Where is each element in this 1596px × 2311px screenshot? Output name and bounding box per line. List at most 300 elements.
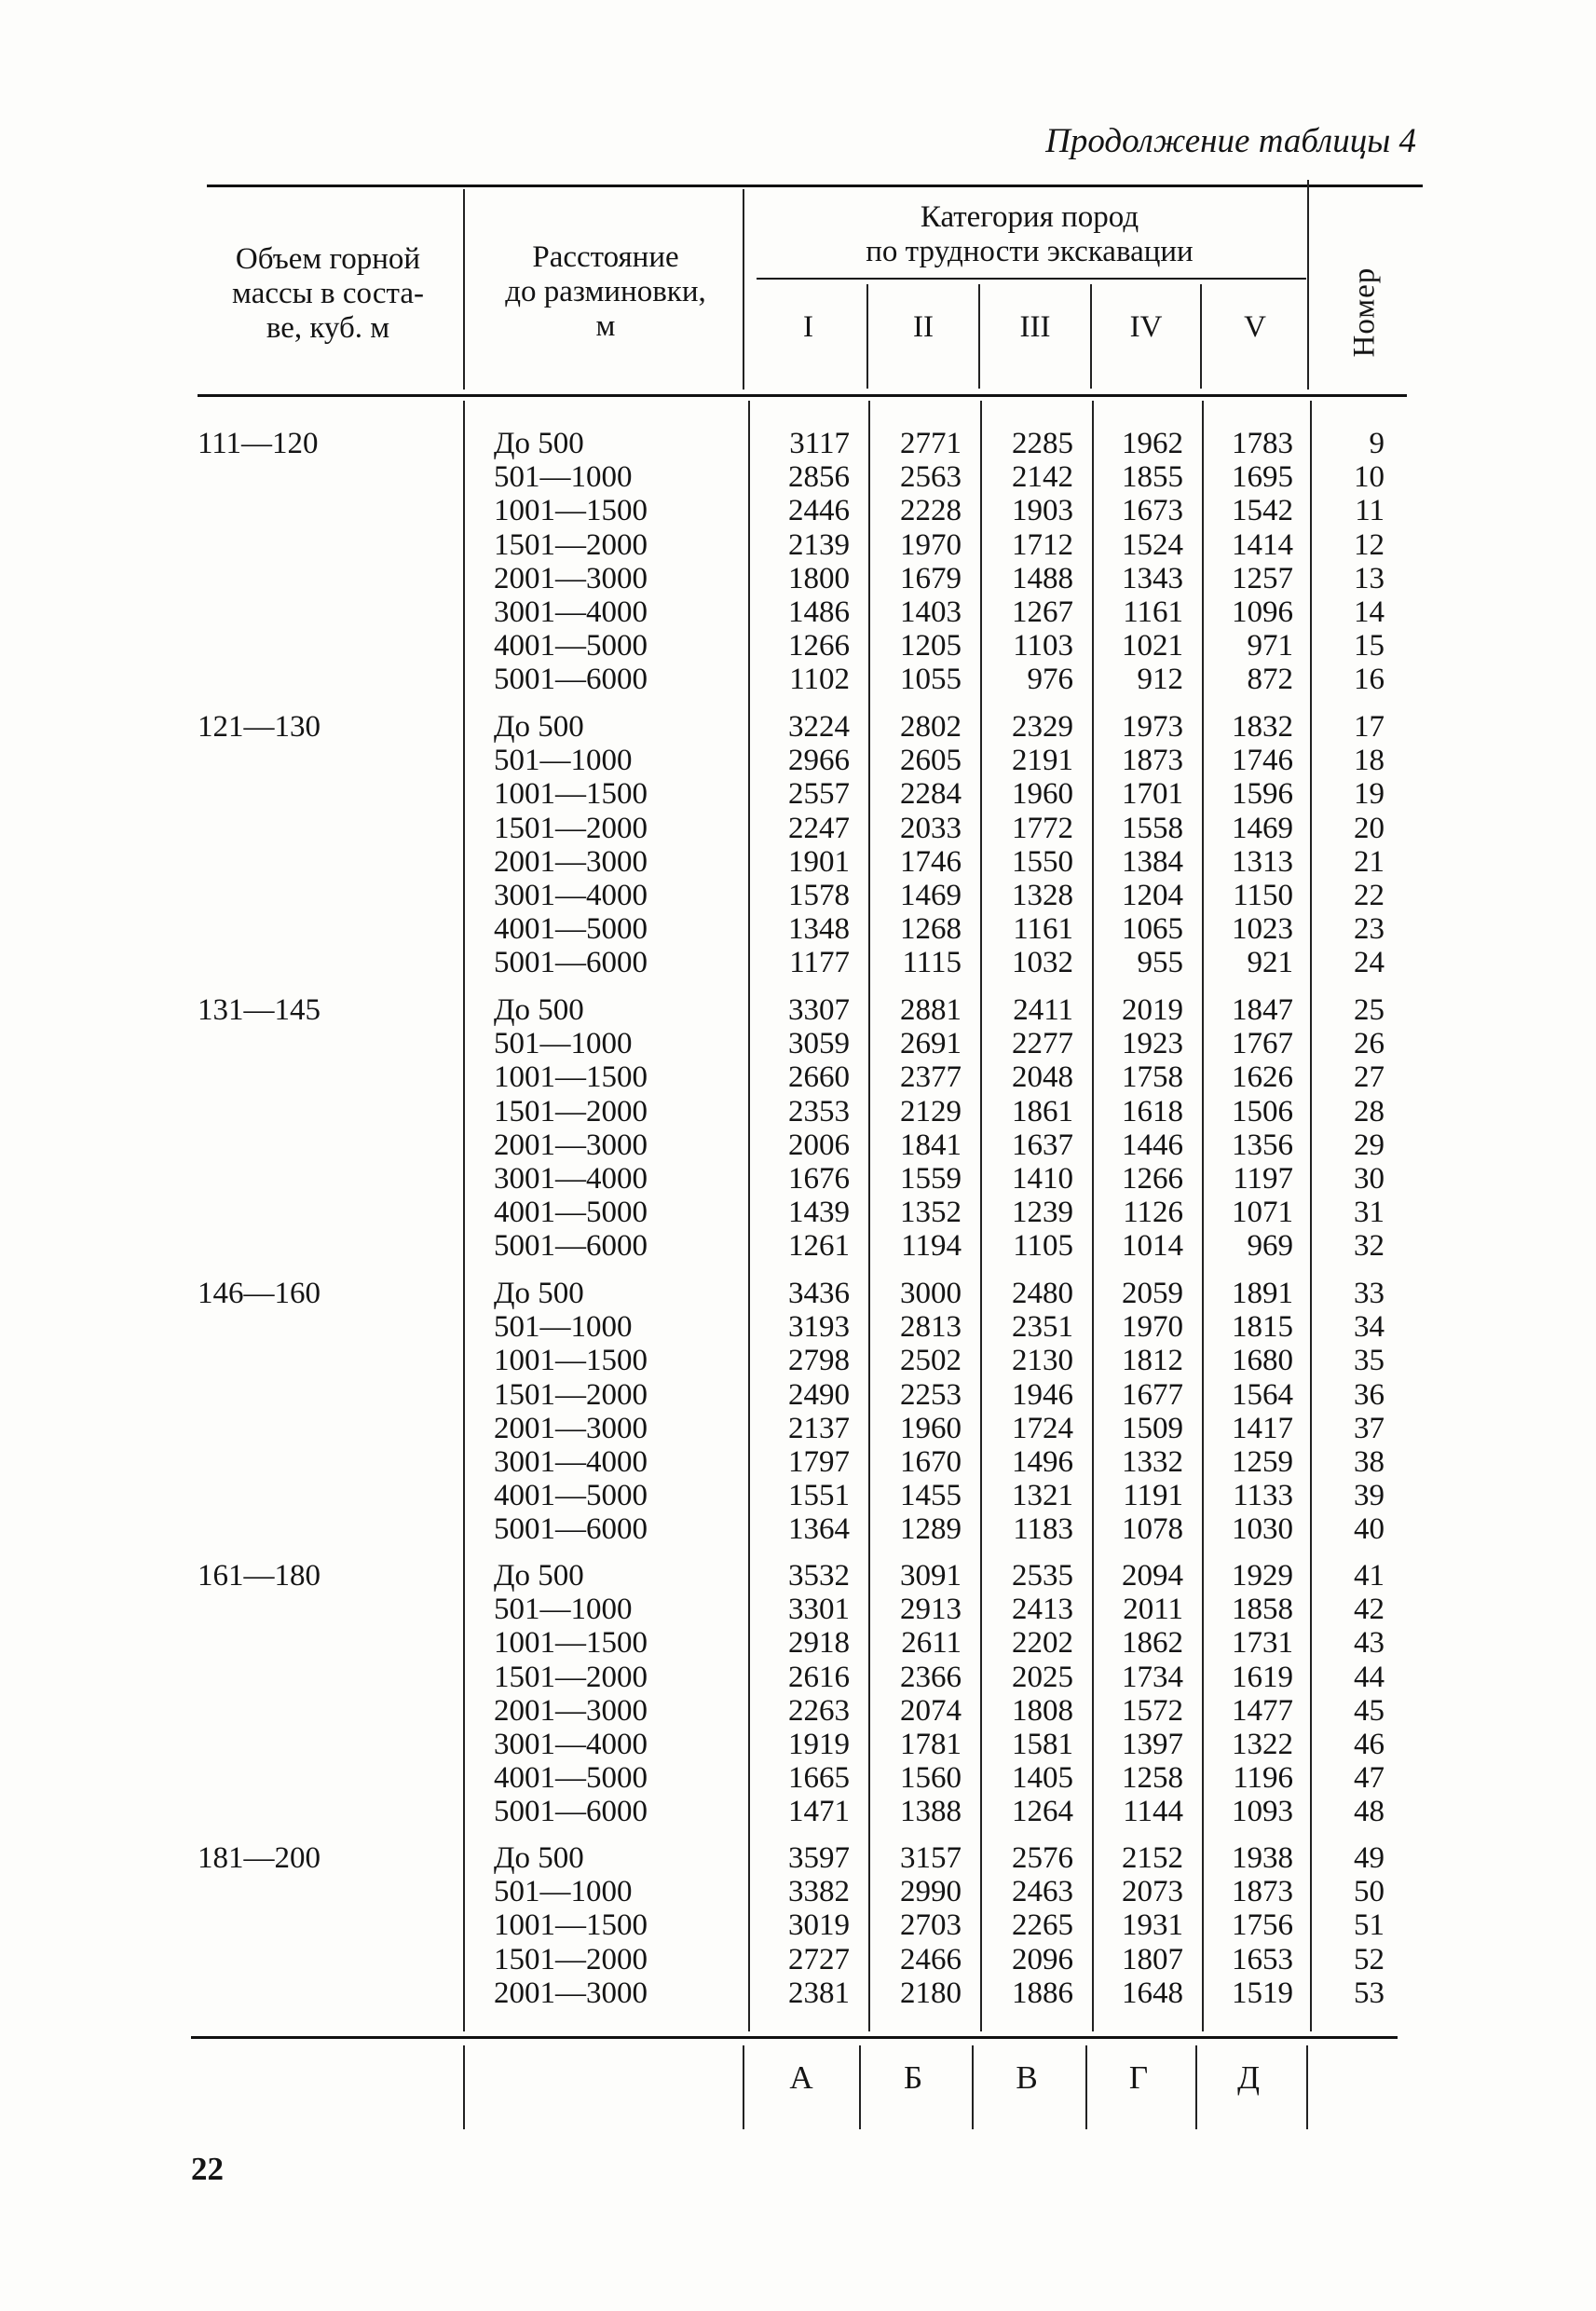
table-row	[0, 1694, 1596, 1728]
table-row	[0, 1728, 1596, 1761]
row-number-cell: 13	[1354, 561, 1385, 595]
value-cell: 1397	[1122, 1727, 1183, 1761]
value-cell: 2019	[1122, 993, 1183, 1027]
table-row	[0, 1908, 1596, 1942]
value-cell: 1731	[1232, 1626, 1293, 1661]
table-row	[0, 460, 1596, 494]
value-cell: 2557	[788, 777, 850, 812]
value-cell: 1196	[1233, 1761, 1293, 1796]
value-cell: 1023	[1232, 912, 1293, 947]
value-cell: 2990	[900, 1875, 962, 1909]
value-cell: 1488	[1012, 561, 1073, 595]
category-label: I	[803, 310, 813, 344]
header-divider	[1307, 180, 1309, 390]
footer-letter: Д	[1237, 2059, 1260, 2096]
table-caption: Продолжение таблицы 4	[1045, 122, 1416, 160]
value-cell: 1653	[1232, 1942, 1293, 1976]
row-number-cell: 52	[1354, 1942, 1385, 1976]
value-cell: 1496	[1012, 1444, 1073, 1479]
value-cell: 1783	[1232, 427, 1293, 460]
table-row	[0, 1445, 1596, 1479]
distance-cell: 4001—5000	[494, 912, 648, 947]
value-cell: 2727	[788, 1942, 850, 1976]
value-cell: 2798	[788, 1344, 850, 1378]
value-cell: 2611	[901, 1626, 962, 1661]
distance-cell: 3001—4000	[494, 1444, 648, 1479]
value-cell: 1469	[900, 878, 962, 912]
value-cell: 2253	[900, 1377, 962, 1412]
value-cell: 2576	[1012, 1841, 1073, 1875]
row-number-cell: 31	[1354, 1196, 1385, 1230]
value-cell: 1677	[1122, 1377, 1183, 1412]
table-row	[0, 1229, 1596, 1263]
value-cell: 2913	[900, 1593, 962, 1627]
value-cell: 2502	[900, 1344, 962, 1378]
table-row	[0, 812, 1596, 845]
value-cell: 1560	[900, 1761, 962, 1796]
value-cell: 1670	[900, 1444, 962, 1479]
value-cell: 1970	[900, 527, 962, 562]
value-cell: 1676	[788, 1161, 850, 1196]
value-cell: 1321	[1012, 1479, 1073, 1513]
value-cell: 2703	[900, 1908, 962, 1943]
value-cell: 1519	[1232, 1976, 1293, 2010]
value-cell: 2918	[788, 1626, 850, 1661]
row-number-cell: 17	[1354, 710, 1385, 744]
value-cell: 1471	[788, 1795, 850, 1829]
table-row	[0, 1512, 1596, 1546]
row-number-cell: 45	[1354, 1693, 1385, 1728]
value-cell: 1096	[1232, 595, 1293, 629]
value-cell: 1384	[1122, 844, 1183, 879]
header-divider	[463, 189, 465, 390]
value-cell: 1648	[1122, 1976, 1183, 2010]
value-cell: 1322	[1232, 1727, 1293, 1761]
table-row	[0, 1593, 1596, 1626]
table-row	[0, 1875, 1596, 1908]
value-cell: 1781	[900, 1727, 962, 1761]
value-cell: 2096	[1012, 1942, 1073, 1976]
value-cell: 1673	[1122, 494, 1183, 528]
table-row	[0, 427, 1596, 460]
value-cell: 1032	[1012, 946, 1073, 980]
distance-cell: 3001—4000	[494, 1727, 648, 1761]
volume-cell: 146—160	[198, 1277, 321, 1310]
footer-divider	[1085, 2045, 1087, 2129]
distance-cell: 3001—4000	[494, 1161, 648, 1196]
distance-cell: 501—1000	[494, 1875, 633, 1909]
row-number-cell: 16	[1354, 663, 1385, 697]
value-cell: 1861	[1012, 1094, 1073, 1128]
value-cell: 1712	[1012, 527, 1073, 562]
row-number-cell: 9	[1369, 427, 1385, 460]
distance-cell: 1501—2000	[494, 1942, 648, 1976]
value-cell: 1352	[900, 1196, 962, 1230]
category-label: III	[1019, 310, 1051, 344]
value-cell: 1183	[1013, 1512, 1073, 1547]
distance-cell: 4001—5000	[494, 1479, 648, 1513]
value-cell: 1414	[1232, 527, 1293, 562]
table-row	[0, 1943, 1596, 1976]
value-cell: 2285	[1012, 427, 1073, 460]
row-number-cell: 33	[1354, 1277, 1385, 1310]
distance-cell: 1001—1500	[494, 1344, 648, 1378]
value-cell: 1388	[900, 1795, 962, 1829]
value-cell: 2802	[900, 710, 962, 744]
value-cell: 2463	[1012, 1875, 1073, 1909]
distance-cell: 5001—6000	[494, 663, 648, 697]
value-cell: 2139	[788, 527, 850, 562]
value-cell: 1405	[1012, 1761, 1073, 1796]
value-cell: 1267	[1012, 595, 1073, 629]
value-cell: 1808	[1012, 1693, 1073, 1728]
value-cell: 1356	[1232, 1128, 1293, 1162]
table-row	[0, 1559, 1596, 1593]
row-number-cell: 10	[1354, 460, 1385, 495]
row-number-cell: 26	[1354, 1027, 1385, 1061]
value-cell: 2247	[788, 811, 850, 845]
value-cell: 2129	[900, 1094, 962, 1128]
table-row	[0, 1027, 1596, 1060]
value-cell: 1205	[900, 629, 962, 663]
value-cell: 2535	[1012, 1559, 1073, 1593]
row-number-cell: 50	[1354, 1875, 1385, 1909]
header-bottom-rule	[198, 394, 1407, 397]
value-cell: 1701	[1122, 777, 1183, 812]
volume-cell: 131—145	[198, 993, 321, 1027]
value-cell: 2142	[1012, 460, 1073, 495]
table-row	[0, 494, 1596, 527]
value-cell: 2033	[900, 811, 962, 845]
category-label: V	[1244, 310, 1266, 344]
distance-cell: 2001—3000	[494, 1411, 648, 1445]
value-cell: 1204	[1122, 878, 1183, 912]
value-cell: 2480	[1012, 1277, 1073, 1310]
value-cell: 2074	[900, 1693, 962, 1728]
value-cell: 1417	[1232, 1411, 1293, 1445]
value-cell: 1901	[788, 844, 850, 879]
value-cell: 2413	[1012, 1593, 1073, 1627]
distance-cell: До 500	[494, 993, 584, 1027]
value-cell: 1919	[788, 1727, 850, 1761]
value-cell: 1938	[1232, 1841, 1293, 1875]
value-cell: 2011	[1123, 1593, 1183, 1627]
value-cell: 971	[1247, 629, 1293, 663]
value-cell: 2660	[788, 1060, 850, 1095]
value-cell: 3193	[788, 1310, 850, 1345]
value-cell: 1832	[1232, 710, 1293, 744]
value-cell: 1962	[1122, 427, 1183, 460]
value-cell: 921	[1247, 946, 1293, 980]
value-cell: 2284	[900, 777, 962, 812]
distance-cell: 1501—2000	[494, 811, 648, 845]
footer-letter: Г	[1128, 2059, 1149, 2096]
distance-cell: 4001—5000	[494, 1196, 648, 1230]
value-cell: 3307	[788, 993, 850, 1027]
value-cell: 2006	[788, 1128, 850, 1162]
row-number-cell: 11	[1355, 494, 1385, 528]
distance-cell: 2001—3000	[494, 1693, 648, 1728]
value-cell: 2466	[900, 1942, 962, 1976]
value-cell: 2691	[900, 1027, 962, 1061]
row-number-cell: 42	[1354, 1593, 1385, 1627]
value-cell: 3382	[788, 1875, 850, 1909]
distance-cell: 1501—2000	[494, 1660, 648, 1694]
value-cell: 2094	[1122, 1559, 1183, 1593]
footer-divider	[859, 2045, 861, 2129]
page-number: 22	[191, 2151, 224, 2187]
value-cell: 1348	[788, 912, 850, 947]
table-row	[0, 1976, 1596, 2010]
value-cell: 1946	[1012, 1377, 1073, 1412]
value-cell: 1572	[1122, 1693, 1183, 1728]
value-cell: 2073	[1122, 1875, 1183, 1909]
row-number-cell: 39	[1354, 1479, 1385, 1513]
value-cell: 1328	[1012, 878, 1073, 912]
distance-cell: 5001—6000	[494, 1795, 648, 1829]
value-cell: 2966	[788, 744, 850, 778]
value-cell: 1619	[1232, 1660, 1293, 1694]
row-number-cell: 20	[1354, 811, 1385, 845]
distance-cell: 1001—1500	[494, 1060, 648, 1095]
row-number-cell: 36	[1354, 1377, 1385, 1412]
value-cell: 1161	[1013, 912, 1073, 947]
table-row	[0, 629, 1596, 663]
volume-cell: 121—130	[198, 710, 321, 744]
row-number-cell: 32	[1354, 1229, 1385, 1264]
value-cell: 1873	[1122, 744, 1183, 778]
value-cell: 1558	[1122, 811, 1183, 845]
table-row	[0, 1761, 1596, 1795]
row-number-cell: 49	[1354, 1841, 1385, 1875]
header-distance: Расстояние до разминовки, м	[505, 240, 706, 343]
table-row	[0, 1095, 1596, 1128]
value-cell: 1800	[788, 561, 850, 595]
value-cell: 1596	[1232, 777, 1293, 812]
row-number-cell: 37	[1354, 1411, 1385, 1445]
value-cell: 2881	[900, 993, 962, 1027]
value-cell: 1772	[1012, 811, 1073, 845]
footer-divider	[1195, 2045, 1197, 2129]
distance-cell: 4001—5000	[494, 1761, 648, 1796]
distance-cell: 3001—4000	[494, 878, 648, 912]
value-cell: 1455	[900, 1479, 962, 1513]
value-cell: 1477	[1232, 1693, 1293, 1728]
row-number-cell: 25	[1354, 993, 1385, 1027]
table-row	[0, 1128, 1596, 1162]
value-cell: 1197	[1233, 1161, 1293, 1196]
category-label: II	[913, 310, 934, 344]
value-cell: 3000	[900, 1277, 962, 1310]
value-cell: 1578	[788, 878, 850, 912]
value-cell: 2490	[788, 1377, 850, 1412]
table-row	[0, 993, 1596, 1027]
table-row	[0, 1479, 1596, 1512]
table-row	[0, 1196, 1596, 1229]
value-cell: 1093	[1232, 1795, 1293, 1829]
distance-cell: 2001—3000	[494, 844, 648, 879]
value-cell: 2366	[900, 1660, 962, 1694]
table-row	[0, 710, 1596, 744]
distance-cell: До 500	[494, 1277, 584, 1310]
value-cell: 1105	[1013, 1229, 1073, 1264]
footer-divider	[1306, 2045, 1308, 2129]
footer-letter: А	[789, 2059, 813, 2096]
value-cell: 1746	[1232, 744, 1293, 778]
value-cell: 1364	[788, 1512, 850, 1547]
value-cell: 2563	[900, 460, 962, 495]
distance-cell: До 500	[494, 1559, 584, 1593]
value-cell: 3157	[900, 1841, 962, 1875]
table-row	[0, 1277, 1596, 1310]
table-row	[0, 1841, 1596, 1875]
value-cell: 1446	[1122, 1128, 1183, 1162]
row-number-cell: 24	[1354, 946, 1385, 980]
value-cell: 1144	[1123, 1795, 1183, 1829]
header-divider	[743, 189, 744, 390]
table-row	[0, 879, 1596, 912]
value-cell: 1756	[1232, 1908, 1293, 1943]
value-cell: 1637	[1012, 1128, 1073, 1162]
distance-cell: 1501—2000	[494, 527, 648, 562]
value-cell: 1194	[901, 1229, 962, 1264]
value-cell: 1266	[1122, 1161, 1183, 1196]
value-cell: 1665	[788, 1761, 850, 1796]
value-cell: 872	[1247, 663, 1293, 697]
distance-cell: 1001—1500	[494, 494, 648, 528]
distance-cell: 3001—4000	[494, 595, 648, 629]
row-number-cell: 29	[1354, 1128, 1385, 1162]
value-cell: 1177	[789, 946, 850, 980]
value-cell: 2446	[788, 494, 850, 528]
top-rule	[207, 185, 1423, 187]
header-divider	[1090, 284, 1092, 389]
value-cell: 1065	[1122, 912, 1183, 947]
value-cell: 2381	[788, 1976, 850, 2010]
value-cell: 1847	[1232, 993, 1293, 1027]
row-number-cell: 51	[1354, 1908, 1385, 1943]
value-cell: 1767	[1232, 1027, 1293, 1061]
row-number-cell: 46	[1354, 1727, 1385, 1761]
distance-cell: 501—1000	[494, 1027, 633, 1061]
value-cell: 1559	[900, 1161, 962, 1196]
value-cell: 1021	[1122, 629, 1183, 663]
value-cell: 1812	[1122, 1344, 1183, 1378]
value-cell: 1550	[1012, 844, 1073, 879]
value-cell: 2152	[1122, 1841, 1183, 1875]
value-cell: 1873	[1232, 1875, 1293, 1909]
row-number-cell: 22	[1354, 878, 1385, 912]
table-row	[0, 946, 1596, 979]
value-cell: 2228	[900, 494, 962, 528]
value-cell: 1929	[1232, 1559, 1293, 1593]
row-number-cell: 35	[1354, 1344, 1385, 1378]
value-cell: 1841	[900, 1128, 962, 1162]
table-row	[0, 1661, 1596, 1694]
distance-cell: 1001—1500	[494, 1626, 648, 1661]
value-cell: 1268	[900, 912, 962, 947]
table-row	[0, 777, 1596, 811]
row-number-cell: 41	[1354, 1559, 1385, 1593]
table-row	[0, 1626, 1596, 1660]
value-cell: 3532	[788, 1559, 850, 1593]
value-cell: 1695	[1232, 460, 1293, 495]
value-cell: 3597	[788, 1841, 850, 1875]
table-row	[0, 1310, 1596, 1344]
value-cell: 2048	[1012, 1060, 1073, 1095]
value-cell: 1191	[1123, 1479, 1183, 1513]
value-cell: 976	[1027, 663, 1073, 697]
value-cell: 1150	[1233, 878, 1293, 912]
value-cell: 1891	[1232, 1277, 1293, 1310]
distance-cell: 1501—2000	[494, 1377, 648, 1412]
value-cell: 1618	[1122, 1094, 1183, 1128]
value-cell: 2130	[1012, 1344, 1073, 1378]
value-cell: 912	[1137, 663, 1183, 697]
value-cell: 3091	[900, 1559, 962, 1593]
value-cell: 1078	[1122, 1512, 1183, 1547]
value-cell: 1680	[1232, 1344, 1293, 1378]
value-cell: 1807	[1122, 1942, 1183, 1976]
row-number-cell: 47	[1354, 1761, 1385, 1796]
value-cell: 3301	[788, 1593, 850, 1627]
table-row	[0, 1344, 1596, 1377]
row-number-cell: 28	[1354, 1094, 1385, 1128]
footer-letter: В	[1016, 2059, 1038, 2096]
value-cell: 1264	[1012, 1795, 1073, 1829]
value-cell: 3436	[788, 1277, 850, 1310]
table-row	[0, 912, 1596, 946]
value-cell: 1734	[1122, 1660, 1183, 1694]
value-cell: 1973	[1122, 710, 1183, 744]
distance-cell: 4001—5000	[494, 629, 648, 663]
volume-cell: 181—200	[198, 1841, 321, 1875]
value-cell: 1133	[1233, 1479, 1293, 1513]
row-number-cell: 12	[1354, 527, 1385, 562]
value-cell: 3019	[788, 1908, 850, 1943]
table-row	[0, 595, 1596, 629]
distance-cell: 5001—6000	[494, 946, 648, 980]
value-cell: 1289	[900, 1512, 962, 1547]
value-cell: 2025	[1012, 1660, 1073, 1694]
value-cell: 2059	[1122, 1277, 1183, 1310]
distance-cell: 1001—1500	[494, 1908, 648, 1943]
distance-cell: 2001—3000	[494, 1976, 648, 2010]
value-cell: 1258	[1122, 1761, 1183, 1796]
value-cell: 1862	[1122, 1626, 1183, 1661]
row-number-cell: 23	[1354, 912, 1385, 947]
header-number: Номер	[1347, 267, 1382, 358]
distance-cell: 5001—6000	[494, 1229, 648, 1264]
distance-cell: 2001—3000	[494, 1128, 648, 1162]
table-row	[0, 1060, 1596, 1094]
value-cell: 1055	[900, 663, 962, 697]
volume-cell: 161—180	[198, 1559, 321, 1593]
value-cell: 1313	[1232, 844, 1293, 879]
value-cell: 1886	[1012, 1976, 1073, 2010]
value-cell: 1855	[1122, 460, 1183, 495]
value-cell: 1960	[900, 1411, 962, 1445]
row-number-cell: 27	[1354, 1060, 1385, 1095]
value-cell: 2411	[1013, 993, 1073, 1027]
footer-divider	[743, 2045, 744, 2129]
header-divider	[978, 284, 980, 389]
value-cell: 1332	[1122, 1444, 1183, 1479]
value-cell: 1758	[1122, 1060, 1183, 1095]
row-number-cell: 15	[1354, 629, 1385, 663]
value-cell: 1970	[1122, 1310, 1183, 1345]
value-cell: 2771	[900, 427, 962, 460]
